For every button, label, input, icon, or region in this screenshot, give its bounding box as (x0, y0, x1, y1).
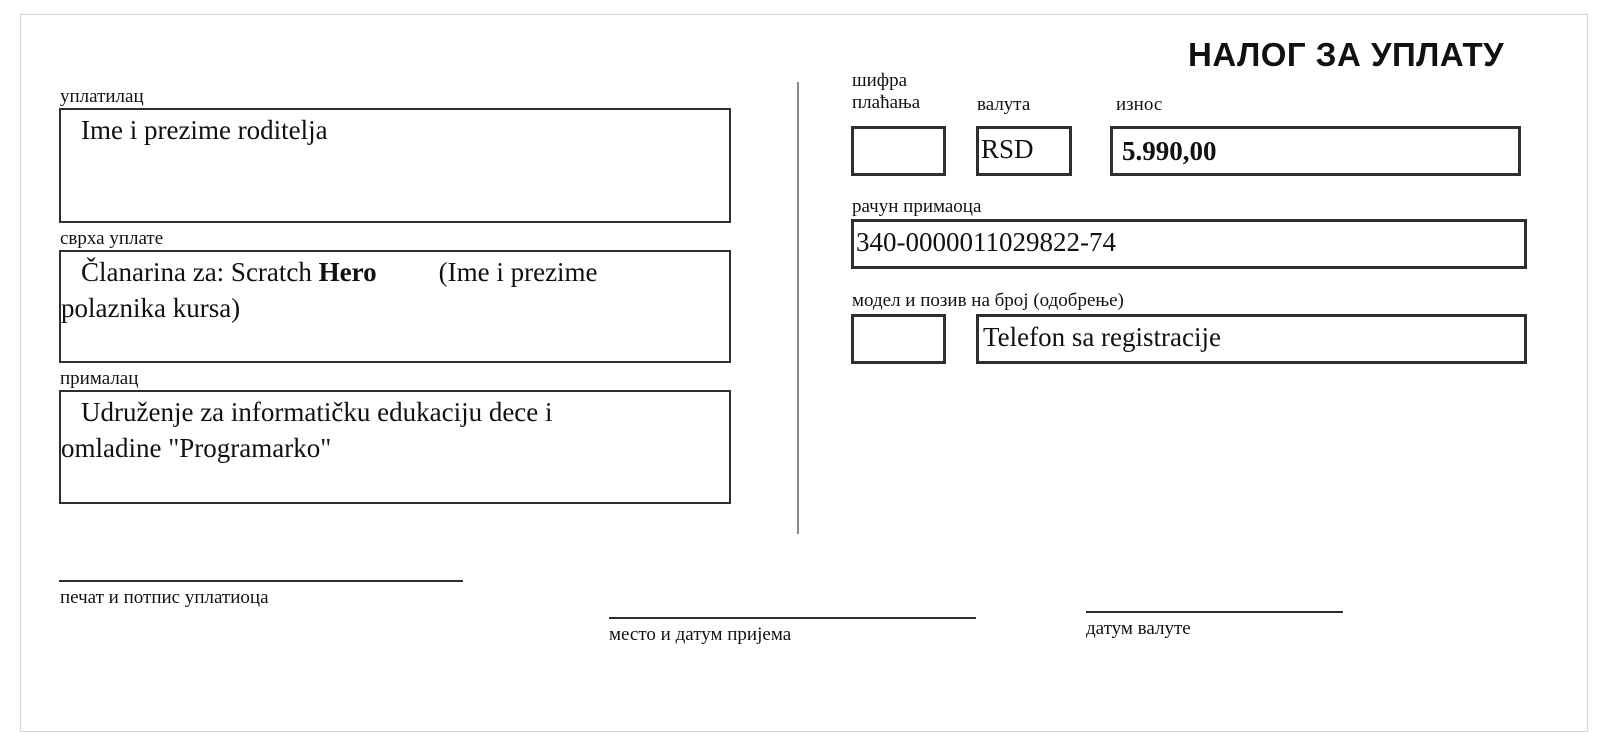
payment-code-field[interactable] (851, 126, 946, 176)
recipient-value: Udruženje za informatičku edukaciju dece i omladine "Programarko" (61, 397, 553, 463)
purpose-label: сврха уплате (60, 228, 164, 249)
currency-label: валута (977, 94, 1031, 115)
reference-number-value: Telefon sa registracije (983, 322, 1221, 352)
recipient-label: прималац (60, 368, 139, 389)
payer-stamp-line[interactable] (59, 580, 463, 582)
payer-label: уплатилац (60, 86, 144, 107)
currency-field[interactable] (976, 126, 1072, 176)
payer-stamp-label: печат и потпис уплатиоца (60, 587, 269, 608)
column-divider (797, 82, 799, 534)
value-date-line[interactable] (1086, 611, 1343, 613)
recipient-account-field[interactable] (851, 219, 1527, 269)
purpose-value: Članarina za: Scratch Hero (Ime i prezime polaznika kursa) (61, 257, 598, 323)
recipient-account-label: рачун примаоца (852, 196, 982, 217)
model-field[interactable] (851, 314, 946, 364)
amount-label: износ (1116, 94, 1163, 115)
place-date-line[interactable] (609, 617, 976, 619)
payer-value: Ime i prezime roditelja (81, 115, 328, 145)
reference-number-field[interactable] (976, 314, 1527, 364)
amount-field[interactable] (1110, 126, 1521, 176)
recipient-account-value: 340-0000011029822-74 (856, 227, 1116, 257)
model-reference-label: модел и позив на број (одобрење) (852, 290, 1124, 311)
currency-value: RSD (981, 134, 1034, 164)
amount-value: 5.990,00 (1122, 136, 1217, 166)
payment-code-label: шифра плаћања (852, 70, 921, 113)
document-title: НАЛОГ ЗА УПЛАТУ (1188, 36, 1505, 73)
purpose-field[interactable] (59, 250, 731, 363)
payer-field[interactable] (59, 108, 731, 223)
place-date-label: место и датум пријема (609, 624, 792, 645)
value-date-label: датум валуте (1086, 618, 1191, 639)
purpose-bold-text: Hero (318, 257, 377, 287)
recipient-field[interactable] (59, 390, 731, 504)
